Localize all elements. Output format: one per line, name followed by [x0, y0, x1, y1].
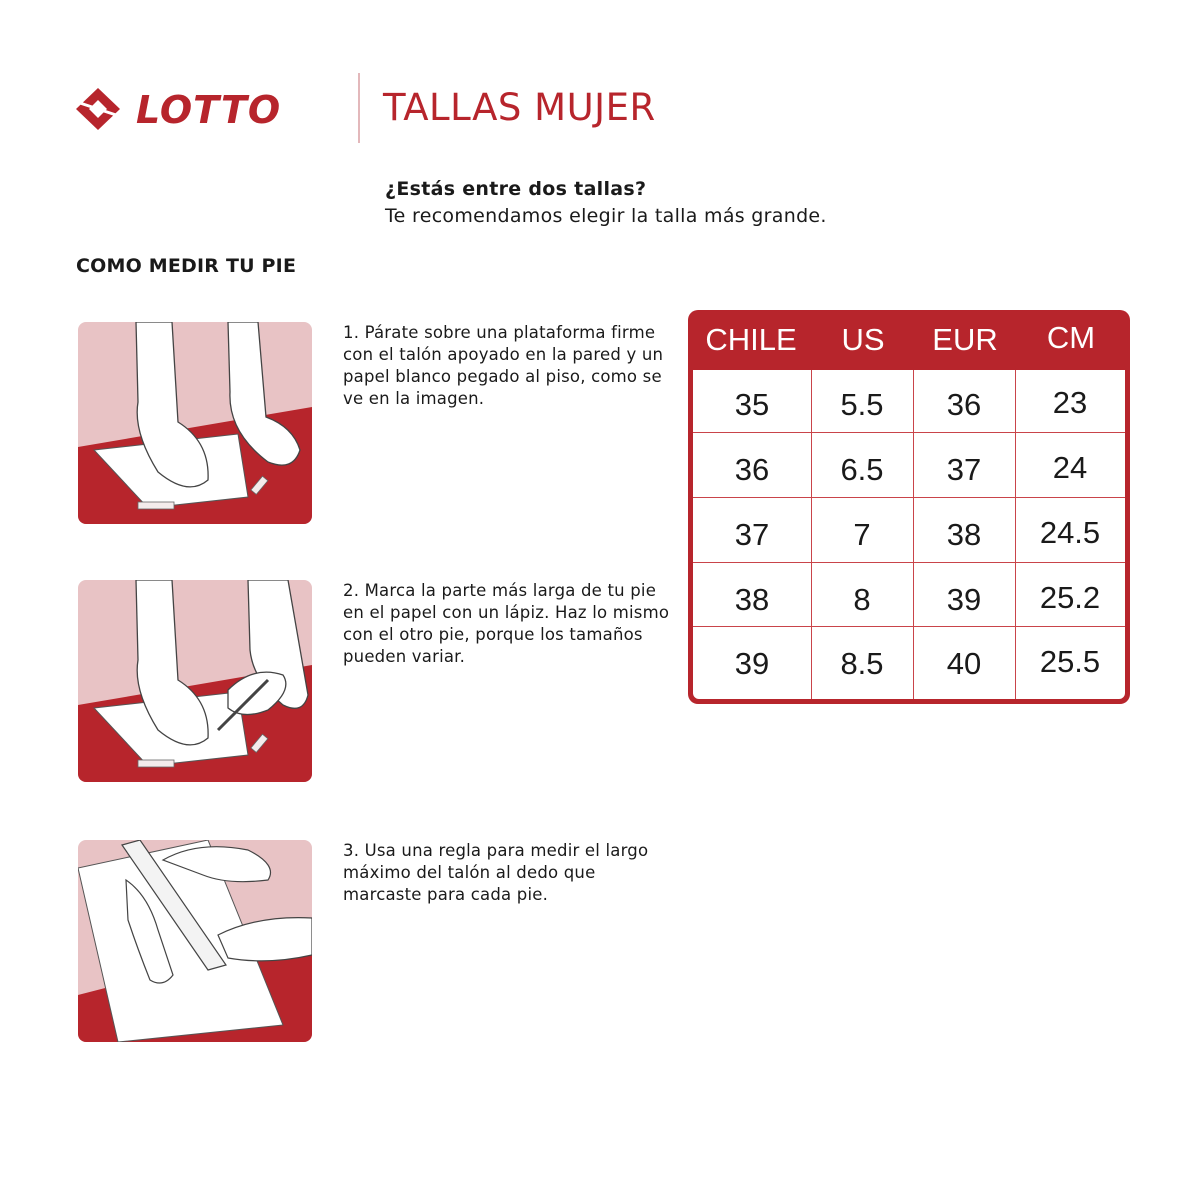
cell-eur: 38	[946, 517, 982, 552]
size-tip	[385, 176, 827, 230]
row-divider	[693, 626, 1125, 627]
cell-chile: 36	[734, 452, 770, 487]
header-chile: CHILE	[705, 322, 797, 357]
measure-with-ruler-illustration	[78, 840, 312, 1042]
header-divider	[358, 73, 360, 143]
header-eur: EUR	[932, 322, 998, 357]
cell-eur: 40	[946, 646, 982, 681]
cell-cm: 25.2	[1039, 580, 1101, 615]
lotto-logo	[74, 86, 336, 132]
header-cm: CM	[1046, 320, 1096, 355]
cell-us: 5.5	[840, 387, 884, 422]
mark-foot-with-pencil-illustration	[78, 580, 312, 782]
header-us: US	[841, 322, 885, 357]
howto-heading: COMO MEDIR TU PIE	[76, 255, 297, 277]
step-1-text: 1. Párate sobre una plataforma firme con el talón apoyado en la pared y un papel blanco pegado al piso, como se ve en la imagen.	[343, 323, 664, 408]
row-divider	[693, 562, 1125, 563]
cell-chile: 39	[734, 646, 770, 681]
tip-recommendation: Te recomendamos elegir la talla más grande.	[385, 205, 827, 227]
step-2-text: 2. Marca la parte más larga de tu pie en el papel con un lápiz. Haz lo mismo con el otro pie, porque los tamaños pueden variar.	[343, 581, 670, 666]
cell-cm: 25.5	[1039, 644, 1101, 679]
cell-cm: 24	[1052, 450, 1088, 485]
cell-chile: 37	[734, 517, 770, 552]
cell-us: 8.5	[840, 646, 884, 681]
cell-eur: 37	[946, 452, 982, 487]
cell-us: 7	[853, 517, 871, 552]
size-table	[688, 310, 1130, 704]
cell-eur: 39	[946, 582, 982, 617]
cell-chile: 38	[734, 582, 770, 617]
logo-wordmark: LOTTO	[136, 88, 282, 132]
size-table-header	[688, 310, 1130, 370]
row-divider	[693, 497, 1125, 498]
tip-question: ¿Estás entre dos tallas?	[385, 178, 647, 200]
step-3-text: 3. Usa una regla para medir el largo máximo del talón al dedo que marcaste para cada pie.	[343, 841, 649, 904]
cell-eur: 36	[946, 387, 982, 422]
page-title: TALLAS MUJER	[383, 86, 656, 129]
size-table-body	[693, 370, 1125, 699]
cell-chile: 35	[734, 387, 770, 422]
cell-cm: 24.5	[1039, 515, 1101, 550]
feet-on-paper-illustration	[78, 322, 312, 524]
row-divider	[693, 432, 1125, 433]
cell-us: 6.5	[840, 452, 884, 487]
cell-cm: 23	[1052, 385, 1088, 420]
cell-us: 8	[853, 582, 871, 617]
